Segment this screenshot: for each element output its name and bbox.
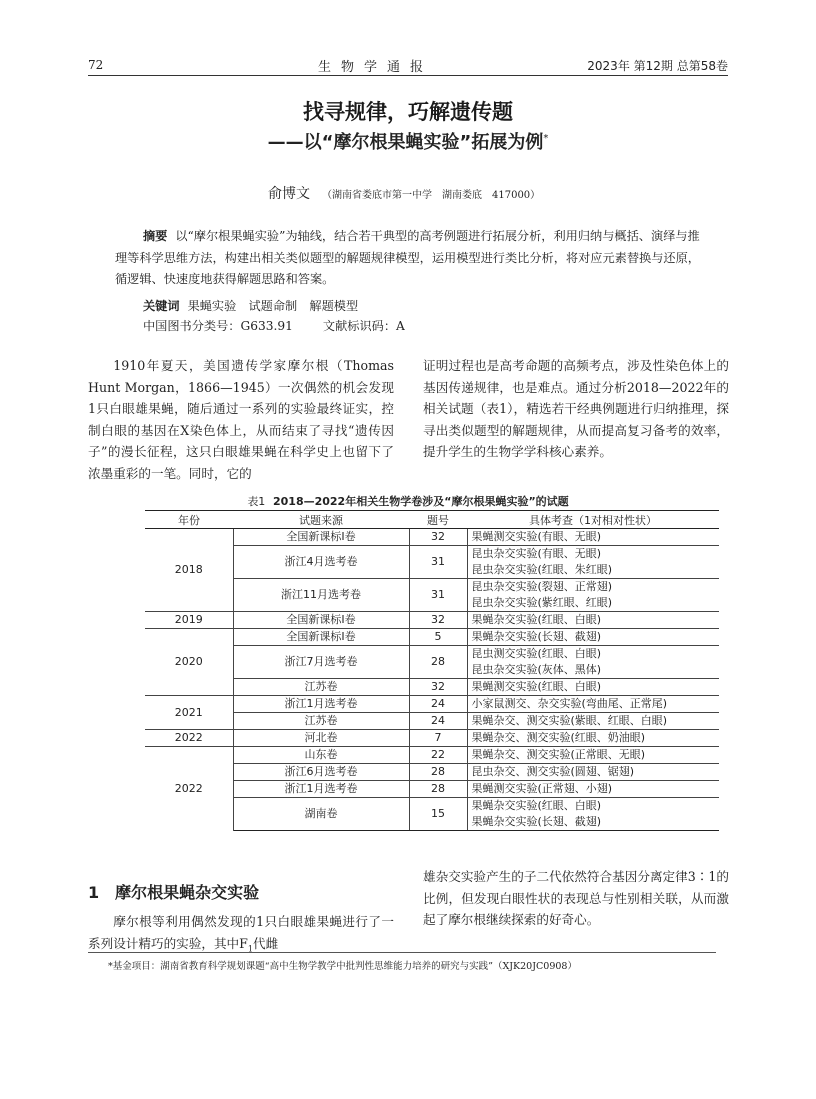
subtitle-text: ——以“摩尔根果蝇实验”拓展为例 [267, 132, 544, 153]
content-line: 昆虫杂交实验(有眼、无眼) [471, 547, 602, 560]
header-year: 年份 [145, 511, 233, 529]
cell-source: 河北卷 [233, 730, 409, 747]
cell-year: 2020 [145, 629, 233, 696]
cell-source: 浙江11月选考卷 [233, 579, 409, 612]
cell-number: 24 [409, 713, 467, 730]
cell-content [467, 546, 719, 579]
author-name: 俞博文 [268, 186, 310, 202]
cell-source: 全国新课标Ⅰ卷 [233, 629, 409, 646]
content-line: 果蝇杂交实验(长翅、截翅) [471, 815, 602, 828]
content-line: 昆虫杂交、测交实验(圆翅、锯翅) [471, 765, 635, 778]
cell-content [467, 529, 719, 546]
cell-content [467, 747, 719, 764]
cell-number: 28 [409, 781, 467, 798]
cell-number: 28 [409, 646, 467, 679]
table-body [145, 529, 719, 831]
table-header-row [145, 511, 719, 529]
section1-text: 摩尔根等利用偶然发现的1只白眼雄果蝇进行了一系列设计精巧的实验，其中F [88, 914, 394, 951]
cell-number: 32 [409, 612, 467, 629]
content-line: 果蝇杂交、测交实验(红眼、奶油眼) [471, 731, 646, 744]
keywords-label: 关键词 [143, 299, 180, 313]
content-line: 昆虫测交实验(红眼、白眼) [471, 647, 602, 660]
footnote-rule [88, 952, 716, 953]
cell-number: 31 [409, 579, 467, 612]
header-number: 题号 [409, 511, 467, 529]
cell-source: 浙江4月选考卷 [233, 546, 409, 579]
table-row [145, 612, 719, 629]
page-number: 72 [88, 58, 104, 72]
content-line: 昆虫杂交实验(裂翅、正常翅) [471, 580, 613, 593]
issue-info: 2023年 第12期 总第58卷 [587, 59, 728, 73]
footnote: *基金项目：湖南省教育科学规划课题“高中生物学教学中批判性思维能力培养的研究与实践”（XJK20JC0908） [108, 961, 577, 972]
cell-content [467, 679, 719, 696]
table-title: 2018—2022年相关生物学卷涉及“摩尔根果蝇实验”的试题 [272, 495, 569, 508]
exam-table [145, 510, 719, 831]
keywords [143, 296, 703, 317]
cell-year: 2018 [145, 529, 233, 612]
cell-content [467, 579, 719, 612]
journal-name: 生物学通报 [318, 60, 434, 75]
intro-right-column: 证明过程也是高考命题的高频考点，涉及性染色体上的基因传递规律，也是难点。通过分析2018—2022年的相关试题（表1），精选若干经典例题进行归纳推理，探寻出类似题型的解题规律，从而提高复习备考的效率，提升学生的生物学学科核心素养。 [423, 358, 729, 460]
content-line: 果蝇测交实验(有眼、无眼) [471, 530, 602, 543]
clc-number: 中国图书分类号：G633.91 [143, 319, 293, 333]
article-title: 找寻规律，巧解遗传题 [303, 100, 513, 124]
content-line: 昆虫杂交实验(灰体、黑体) [471, 663, 602, 676]
header-source: 试题来源 [233, 511, 409, 529]
classification-line [143, 317, 435, 334]
cell-source: 江苏卷 [233, 713, 409, 730]
content-line: 果蝇测交实验(正常翅、小翅) [471, 782, 613, 795]
content-line: 果蝇测交实验(红眼、白眼) [471, 680, 602, 693]
cell-content [467, 764, 719, 781]
cell-source: 江苏卷 [233, 679, 409, 696]
cell-number: 31 [409, 546, 467, 579]
cell-source: 全国新课标Ⅰ卷 [233, 612, 409, 629]
doc-code: 文献标识码：A [322, 319, 405, 333]
cell-source: 湖南卷 [233, 798, 409, 831]
cell-number: 5 [409, 629, 467, 646]
cell-content [467, 730, 719, 747]
content-line: 果蝇杂交实验(红眼、白眼) [471, 613, 602, 626]
cell-number: 28 [409, 764, 467, 781]
header-content: 具体考查（1对相对性状） [467, 511, 719, 529]
author-affiliation: （湖南省娄底市第一中学 湖南娄底 417000） [322, 190, 541, 201]
cell-number: 24 [409, 696, 467, 713]
intro-left-column: 1910年夏天，美国遗传学家摩尔根（Thomas Hunt Morgan，1866—1945）一次偶然的机会发现1只白眼雄果蝇，随后通过一系列的实验最终证实，控制白眼的基因在X染色体上，从而结束了寻找“遗传因子”的漫长征程，这只白眼雄果蝇在科学史上也留下了浓墨重彩的一笔。同时，它的 [88, 358, 394, 481]
content-line: 昆虫杂交实验(紫红眼、红眼) [471, 596, 613, 609]
cell-year: 2022 [145, 730, 233, 747]
article-subtitle [0, 128, 816, 154]
cell-content [467, 646, 719, 679]
abstract [115, 226, 705, 291]
f1-subscript: 1 [247, 944, 253, 954]
cell-number: 15 [409, 798, 467, 831]
table-caption [0, 493, 816, 509]
cell-source: 浙江6月选考卷 [233, 764, 409, 781]
cell-content [467, 781, 719, 798]
cell-content [467, 696, 719, 713]
content-line: 果蝇杂交实验(长翅、截翅) [471, 630, 602, 643]
cell-year: 2019 [145, 612, 233, 629]
cell-source: 全国新课标Ⅰ卷 [233, 529, 409, 546]
abstract-label: 摘要 [143, 229, 168, 243]
table-label: 表1 [247, 495, 266, 508]
cell-source: 浙江7月选考卷 [233, 646, 409, 679]
content-line: 小家鼠测交、杂交实验(弯曲尾、正常尾) [471, 697, 668, 710]
section1-text-end: 代雌 [252, 935, 279, 951]
section1-right-text: 雄杂交实验产生的子二代依然符合基因分离定律3∶1的比例，但发现白眼性状的表现总与性别相关联，从而激起了摩尔根继续探索的好奇心。 [423, 869, 729, 928]
content-line: 果蝇杂交、测交实验(紫眼、红眼、白眼) [471, 714, 668, 727]
cell-source: 浙江1月选考卷 [233, 696, 409, 713]
cell-year: 2021 [145, 696, 233, 730]
table-row [145, 730, 719, 747]
header-rule [88, 75, 728, 76]
table-row [145, 747, 719, 764]
table-row [145, 696, 719, 713]
cell-year: 2022 [145, 747, 233, 831]
cell-source: 山东卷 [233, 747, 409, 764]
author-line [268, 183, 540, 203]
abstract-text: 以“摩尔根果蝇实验”为轴线，结合若干典型的高考例题进行拓展分析，利用归纳与概括、演绎与推理等科学思维方法，构建出相关类似题型的解题规律模型，运用模型进行类比分析，将对应元素替换与还原，循逻辑、快速度地获得解题思路和答案。 [115, 229, 700, 286]
fund-mark: * [543, 133, 549, 144]
keywords-text: 果蝇实验 试题命制 解题模型 [187, 299, 359, 313]
content-line: 果蝇杂交实验(红眼、白眼) [471, 799, 602, 812]
table-row [145, 629, 719, 646]
content-line: 果蝇杂交、测交实验(正常眼、无眼) [471, 748, 646, 761]
cell-content [467, 713, 719, 730]
cell-content [467, 612, 719, 629]
cell-number: 22 [409, 747, 467, 764]
table-row [145, 529, 719, 546]
cell-source: 浙江1月选考卷 [233, 781, 409, 798]
cell-number: 32 [409, 529, 467, 546]
cell-content [467, 629, 719, 646]
content-line: 昆虫杂交实验(红眼、朱红眼) [471, 563, 613, 576]
cell-content [467, 798, 719, 831]
cell-number: 7 [409, 730, 467, 747]
section-heading: 1 摩尔根果蝇杂交实验 [88, 883, 260, 902]
cell-number: 32 [409, 679, 467, 696]
